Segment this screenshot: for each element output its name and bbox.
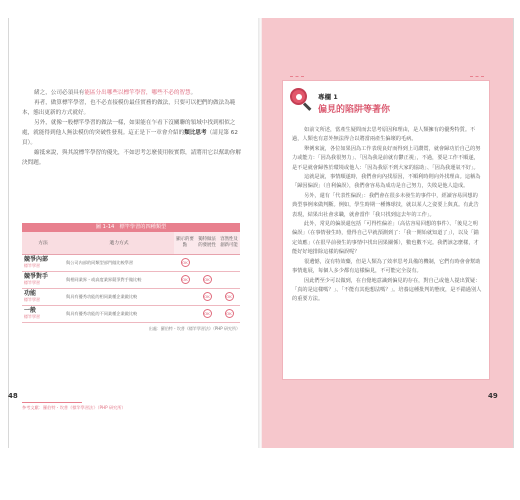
- ok-mark-icon: OK: [182, 260, 188, 265]
- row-name-sub: 標竿學習: [24, 297, 40, 302]
- paragraph-3: 縮抵來說，與其說標竿學習的優先，不如思考怎麼使用較實際，請將用它以幫助你解決問題。: [22, 150, 241, 166]
- benchmark-table: [22, 232, 240, 323]
- page-number-left: 48: [8, 392, 18, 400]
- paragraph: 很遺憾，沒有特效藥，但是人類為了效率思考具備的機制，它們有時會會幫助事情進展，每個人多少都有這樣偏見，不可能完全沒有。: [292, 258, 481, 275]
- row-mark: [218, 305, 240, 322]
- magnifier-icon: [290, 88, 312, 110]
- row-name-sub: 標竿學習: [24, 263, 40, 268]
- table-header: 顯示的要點: [174, 232, 196, 254]
- right-body-text: [292, 126, 482, 305]
- row-mark: [174, 271, 196, 288]
- row-name-sub: 標竿學習: [24, 280, 40, 285]
- table-header: 容然性及創新可能: [218, 232, 240, 254]
- row-mark: [218, 254, 240, 271]
- ok-mark-icon: OK: [204, 277, 210, 282]
- row-mark: [174, 305, 196, 322]
- paragraph-2-end: （請見第 62 頁）。: [22, 130, 238, 146]
- table-header: 方法: [22, 232, 64, 254]
- intro-end: 。: [190, 90, 197, 96]
- column-title: 偏見的陷阱等著你: [318, 105, 391, 115]
- row-mark: [174, 254, 196, 271]
- column-label: 專欄 1: [318, 93, 338, 101]
- row-name: [22, 254, 64, 271]
- row-method: 與公司內部的同類型部門做比較學習: [64, 254, 174, 271]
- table-title: 圖 1-14 標竿學習的四種類型: [22, 223, 240, 232]
- footnote: 參考文獻：羅伯特・坎普《標竿學習法》（PHP 研究所）: [22, 405, 126, 410]
- box-stitch: [290, 76, 304, 82]
- paragraph-2-text: 另外，就像一般標竿學習的做法一樣，如果能在乍看下沒關聯的領域中找到相似之處，就能得到他人無法模仿的突破性發現。這正是下一章會介紹的: [22, 120, 236, 136]
- row-name-text: 功能: [24, 290, 37, 297]
- benchmark-table-figure: [22, 223, 240, 332]
- row-name-sub: 標竿學習: [24, 314, 40, 319]
- paragraph: 如前文所述，當產生疑問而去思考原因和理由，是人類擁有的優秀特質。不過，人類也有意外無法得合以將當兩產生偏壞的毛病。: [292, 127, 476, 143]
- row-mark: [196, 271, 218, 288]
- row-name-text: 競爭內部: [24, 256, 49, 263]
- table-row: [22, 271, 240, 288]
- box-stitch: [470, 76, 484, 82]
- paragraph-1: 再者，做算標竿學習，也不必直接模仿最佳實務的做法，只要可以把們的做法為範本，態出更新的方式就好。: [22, 100, 236, 116]
- paragraph: 舉例來說，各位如果因為工作表現良好而得到上司讚賞，就會歸功於自己的努力或能力：「因為我很努力」、「因為我是前就有鬱正視」，不過，要是工作不順遂，是不是就會歸咎於環境或他人：「因為我原不到大家的協助」、「因為我運氣不好」。: [292, 145, 481, 171]
- row-name: [22, 271, 64, 288]
- ok-mark-icon: OK: [204, 294, 210, 299]
- bold-phrase: 類比思考: [184, 130, 207, 136]
- row-method: 與具有優秀功能的不同業種企業做比較: [64, 305, 174, 322]
- row-name-text: 一般: [24, 307, 37, 314]
- magnifier-handle: [303, 102, 311, 110]
- table-row: [22, 254, 240, 271]
- intro-highlight: 能區分出哪些以標竿學習，哪些不必的智慧: [84, 90, 191, 96]
- ok-mark-icon: OK: [226, 294, 232, 299]
- left-body-text: [22, 88, 242, 168]
- intro-lead: 緒之，公司必須具有: [34, 90, 85, 96]
- ok-mark-icon: OK: [204, 311, 210, 316]
- row-name: [22, 288, 64, 305]
- row-mark: [196, 288, 218, 305]
- row-name-text: 競爭對手: [24, 273, 49, 280]
- page-number-right: 49: [488, 392, 498, 400]
- paragraph: 這就是說，事情順遂時，我們會向內找原因，不順利時則向外找理由。這稱為「歸因偏誤」（自利偏誤），我們會容易為成功是自己努力，失敗是他人造成。: [292, 174, 481, 190]
- table-header: 獨特做法的發展性: [196, 232, 218, 254]
- footnote-divider: [22, 402, 82, 403]
- paragraph: 另外，還有「代表性偏誤」：我們會在很多未發生的事件中，經讀容易回想的典型事例來做判斷。例如，學生時期一種傳球技，就以某人之姿要上與真。有此告表現，結果出社會求職，就會當作「我只找到這去年的工作」。: [292, 192, 479, 218]
- row-mark: [218, 288, 240, 305]
- row-mark: [196, 305, 218, 322]
- table-row: [22, 305, 240, 322]
- table-source: 出處：羅伯特・坎普《標竿學習法》（PHP 研究所）: [148, 325, 240, 331]
- row-mark: [218, 271, 240, 288]
- row-mark: [196, 254, 218, 271]
- row-method: 與相同業界・或高度業界競爭對手做比較: [64, 271, 174, 288]
- paragraph-2: [22, 118, 242, 148]
- row-method: 與具有優秀功能的相同業種企業做比較: [64, 288, 174, 305]
- paragraph: 因此們至少可以做到，在自覺地意識到偏見的存在，對自己或他人提出質疑：「真的是這樣嗎？」、「不能有其他想法嗎？」。培養這種批判的態度，是不錯過別人的重要方法。: [292, 277, 482, 303]
- paragraph: 此外，常見的偏誤還包括「可得性偏差」（高估容易回想的事件）、「後見之明偏誤」（在事情發生時，覺得自己早就預測到了：「我一開始就知道了」），以及「錨定效應」（在很早前發生的事情中找出因果關係），數也數不完。我們該怎麼樣，才能好好地排除這樣的偏誤呢？: [292, 221, 479, 256]
- table-row: [22, 288, 240, 305]
- ok-mark-icon: OK: [182, 277, 188, 282]
- intro-paragraph: [22, 88, 242, 98]
- row-name: [22, 305, 64, 322]
- ok-mark-icon: OK: [226, 311, 232, 316]
- table-header-row: [22, 232, 240, 254]
- table-header: 適力方式: [64, 232, 174, 254]
- row-mark: [174, 288, 196, 305]
